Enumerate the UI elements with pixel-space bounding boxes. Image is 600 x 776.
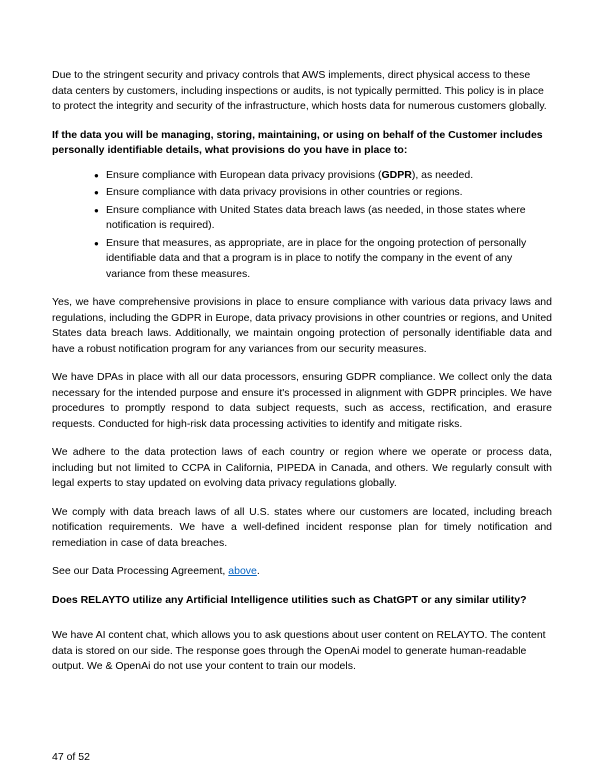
bullet-text-segment: Ensure that measures, as appropriate, are in place for the ongoing protection of personally identifiable data and that a program is in place to notify the company in the event of any variance from these measures. [106, 236, 527, 280]
bullet-text-segment: Ensure compliance with data privacy provisions in other countries or regions. [106, 186, 463, 198]
bullet-text-bold: GDPR [381, 168, 412, 181]
bullet-text-segment: ), as needed. [411, 168, 474, 181]
dpa-above-link[interactable]: above [228, 565, 257, 577]
paragraph-breach-laws: We comply with data breach laws of all U.S. states where our customers are located, including breach notification requirements. We have a well-defined incident response plan for timely notification and remediation in case of data breaches. [52, 505, 552, 549]
bullet-text-segment: Ensure compliance with European data privacy provisions ( [106, 168, 382, 181]
page-content [52, 68, 552, 688]
dpa-reference-text: See our Data Processing Agreement, [52, 565, 229, 577]
list-item [94, 185, 552, 201]
list-item [94, 203, 552, 234]
paragraph-compliance-answer: Yes, we have comprehensive provisions in place to ensure compliance with various data privacy laws and regulations, including the GDPR in Europe, data privacy provisions in other countries or regions, and United States data breach laws. Additionally, we maintain ongoing protection of personally identifiable data and have a robust notification program for any variances from our security measures. [52, 296, 552, 355]
bullet-text [106, 236, 552, 283]
bullet-text [106, 203, 552, 234]
list-item [94, 168, 552, 184]
page-number: 47 of 52 [52, 751, 90, 763]
dpa-reference-period: . [256, 565, 260, 577]
question-pii-provisions: If the data you will be managing, storing, maintaining, or using on behalf of the Customer includes personally identifiable details, what provisions do you have in place to: [52, 128, 543, 156]
bullet-list [94, 168, 552, 283]
question-ai-utilities: Does RELAYTO utilize any Artificial Intelligence utilities such as ChatGPT or any similar utility? [52, 593, 527, 606]
bullet-icon: ● [94, 170, 99, 180]
paragraph-dpa-reference [52, 564, 552, 580]
bullet-icon: ● [94, 205, 99, 215]
bullet-text [106, 185, 552, 201]
bullet-text-segment: Ensure compliance with United States data breach laws (as needed, in those states where notification is required). [106, 203, 526, 231]
paragraph-ai-answer: We have AI content chat, which allows you to ask questions about user content on RELAYTO. The content data is stored on our side. The response goes through the OpenAi model to generate human-readable output. We & OpenAi do not use your content to train our models. [52, 629, 546, 672]
paragraph-dpas: We have DPAs in place with all our data processors, ensuring GDPR compliance. We collect only the data necessary for the intended purpose and ensure it's processed in alignment with GDPR principles. We have procedures to promptly respond to data subject requests, such as access, rectification, and erasure requests. Conducted for high-risk data processing activities to identify and mitigate risks. [52, 371, 552, 430]
bullet-icon: ● [94, 238, 99, 248]
bullet-icon: ● [94, 188, 99, 197]
paragraph-aws-access: Due to the stringent security and privacy controls that AWS implements, direct physical access to these data centers by customers, including inspections or audits, is not typically permitted. This policy is in place to protect the integrity and security of the infrastructure, which hosts data for numerous customers globally. [52, 69, 547, 112]
list-item [94, 236, 552, 283]
bullet-text [106, 168, 552, 184]
paragraph-data-protection-laws: We adhere to the data protection laws of each country or region where we operate or process data, including but not limited to CCPA in California, PIPEDA in Canada, and others. We regularly consult with legal experts to stay updated on evolving data privacy regulations globally. [52, 446, 552, 489]
